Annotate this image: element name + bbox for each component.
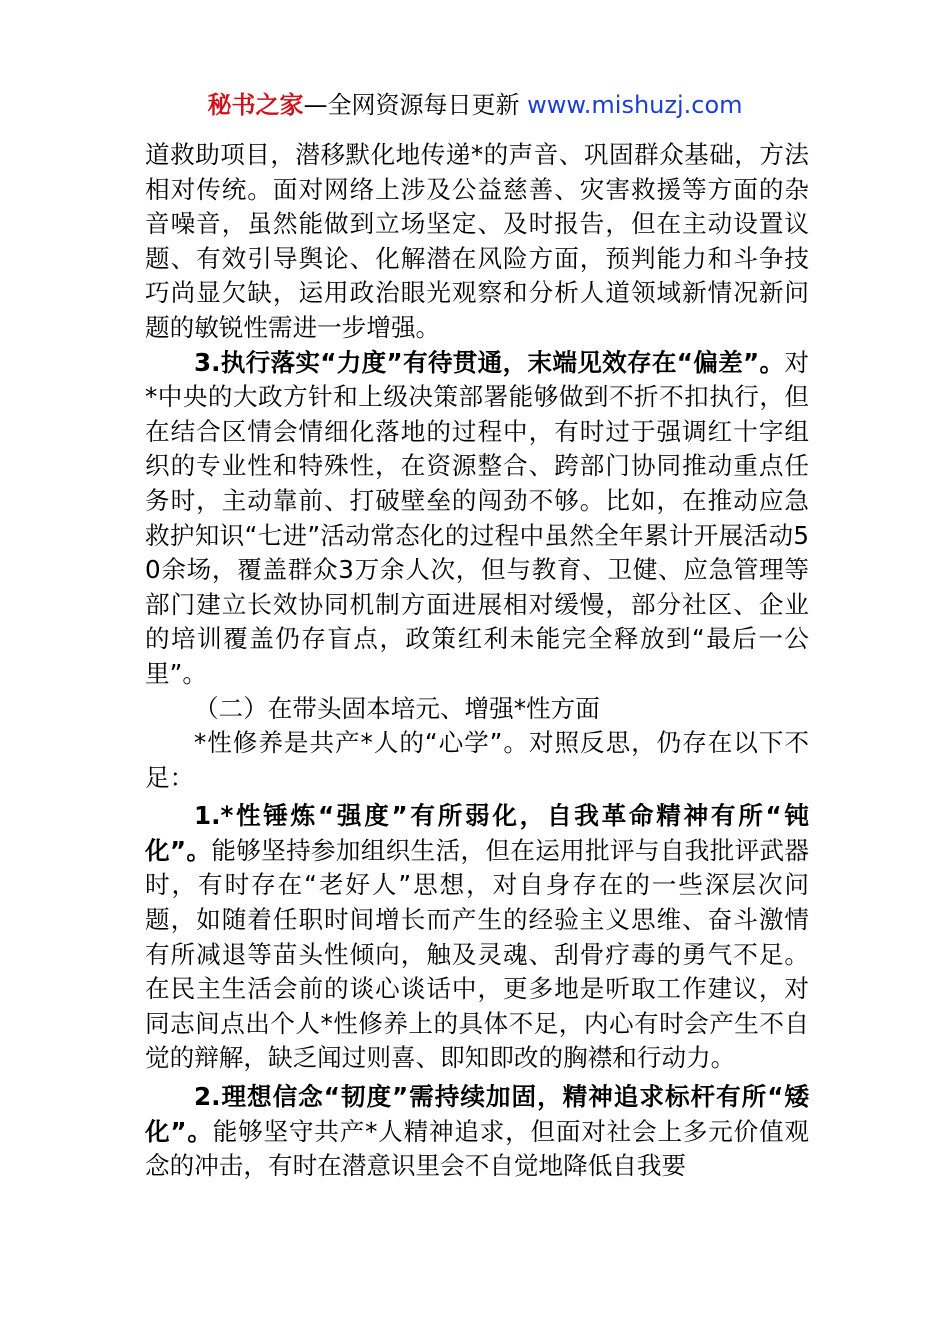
item-2-heading: 2.理想信念“韧度”需持续加固，精神追求标杆有所“矮化”。 bbox=[145, 1082, 809, 1146]
item-1-text: 能够坚持参加组织生活，但在运用批评与自我批评武器时，有时存在“老好人”思想，对自身存在的一些深层次问题，如随着任职时间增长而产生的经验主义思维、奋斗激情有所减退等苗头性倾向，触及灵魂、刮骨疗毒的勇气不足。在民主生活会前的谈心谈话中，更多地是听取工作建议，对同志间点出个人*性修养上的具体不足，内心有时会产生不自觉的辩解，缺乏闻过则喜、即知即改的胸襟和行动力。 bbox=[145, 835, 809, 1073]
site-brand: 秘书之家 bbox=[207, 91, 304, 119]
paragraph-item-1 bbox=[145, 799, 809, 1076]
site-tagline: —全网资源每日更新 bbox=[303, 91, 528, 119]
item-2-text: 能够坚守共产*人精神追求，但面对社会上多元价值观念的冲击，有时在潜意识里会不自觉地降低自我要 bbox=[145, 1116, 809, 1181]
page-header bbox=[0, 88, 950, 122]
document-body bbox=[145, 138, 809, 1184]
paragraph-item-2 bbox=[145, 1080, 809, 1184]
item-3-text: 对*中央的大政方针和上级决策部署能够做到不折不扣执行，但在结合区情会情细化落地的过程中，有时过于强调红十字组织的专业性和特殊性，在资源整合、跨部门协同推动重点任务时，主动靠前、打破壁垒的闯劲不够。比如，在推动应急救护知识“七进”活动常态化的过程中虽然全年累计开展活动50余场，覆盖群众3万余人次，但与教育、卫健、应急管理等部门建立长效协同机制方面进展相对缓慢，部分社区、企业的培训覆盖仍存盲点，政策红利未能完全释放到“最后一公里”。 bbox=[145, 347, 809, 688]
section-heading-2: （二）在带头固本培元、增强*性方面 bbox=[194, 693, 600, 723]
item-3-heading: 3.执行落实“力度”有待贯通，末端见效存在“偏差”。 bbox=[194, 347, 785, 377]
paragraph-item-3 bbox=[145, 346, 809, 692]
site-url-link[interactable]: www.mishuzj.com bbox=[527, 91, 743, 119]
paragraph-continuation: 道救助项目，潜移默化地传递*的声音、巩固群众基础，方法相对传统。面对网络上涉及公益慈善、灾害救援等方面的杂音噪音，虽然能做到立场坚定、及时报告，但在主动设置议题、有效引导舆论、化解潜在风险方面，预判能力和斗争技巧尚显欠缺，运用政治眼光观察和分析人道领域新情况新问题的敏锐性需进一步增强。 bbox=[145, 140, 809, 342]
item-1-heading: 1.*性锤炼“强度”有所弱化，自我革命精神有所“钝化”。 bbox=[145, 801, 809, 865]
section-intro: *性修养是共产*人的“心学”。对照反思，仍存在以下不足： bbox=[145, 728, 809, 792]
